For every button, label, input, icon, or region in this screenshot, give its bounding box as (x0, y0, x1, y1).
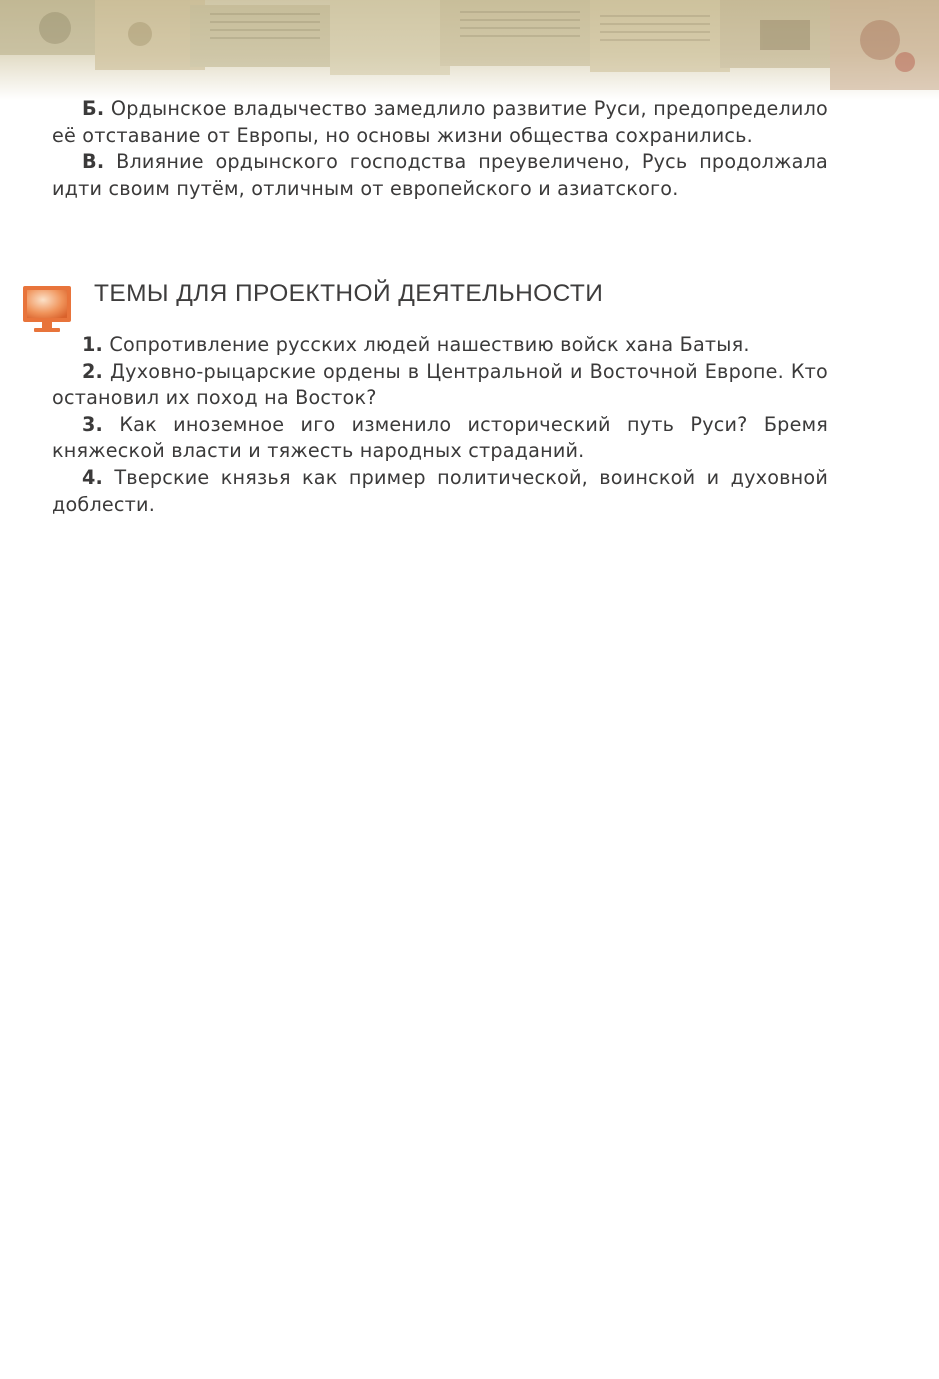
answer-options (52, 96, 828, 202)
answer-text: Ордынское владычество замедлило развитие Руси, предопределило её отставание от Европы, но основы жизни общества сохранились. (52, 97, 828, 147)
topic-number: 2. (82, 359, 104, 383)
topic-text: Тверские князья как пример политической, воинской и духовной доблести. (52, 465, 828, 516)
topic-item (52, 412, 828, 465)
answer-label: В. (82, 150, 105, 174)
answer-option (52, 149, 828, 202)
section-header (22, 278, 902, 338)
answer-label: Б. (82, 97, 105, 120)
topic-text: Как иноземное иго изменило исторический путь Руси? Бремя княжеской власти и тяжесть народных страданий. (52, 412, 828, 463)
topic-item (52, 465, 828, 518)
project-topics-list (52, 332, 828, 518)
monitor-icon (22, 284, 74, 336)
section-title: ТЕМЫ ДЛЯ ПРОЕКТНОЙ ДЕЯТЕЛЬНОСТИ (94, 280, 604, 307)
topic-item (52, 359, 828, 412)
answer-option (52, 96, 828, 149)
topic-number: 1. (82, 333, 104, 356)
answer-text: Влияние ордынского господства преувеличено, Русь продолжала идти своим путём, отличным от европейского и азиатского. (52, 150, 828, 200)
topic-text: Сопротивление русских людей нашествию войск хана Батыя. (109, 333, 750, 356)
topic-number: 4. (82, 465, 104, 489)
manuscript-collage-banner (0, 0, 939, 100)
topic-item (52, 332, 828, 359)
topic-number: 3. (82, 412, 104, 436)
topic-text: Духовно-рыцарские ордены в Центральной и Восточной Европе. Кто остановил их поход на Восток? (52, 359, 828, 410)
header-banner (0, 0, 939, 100)
